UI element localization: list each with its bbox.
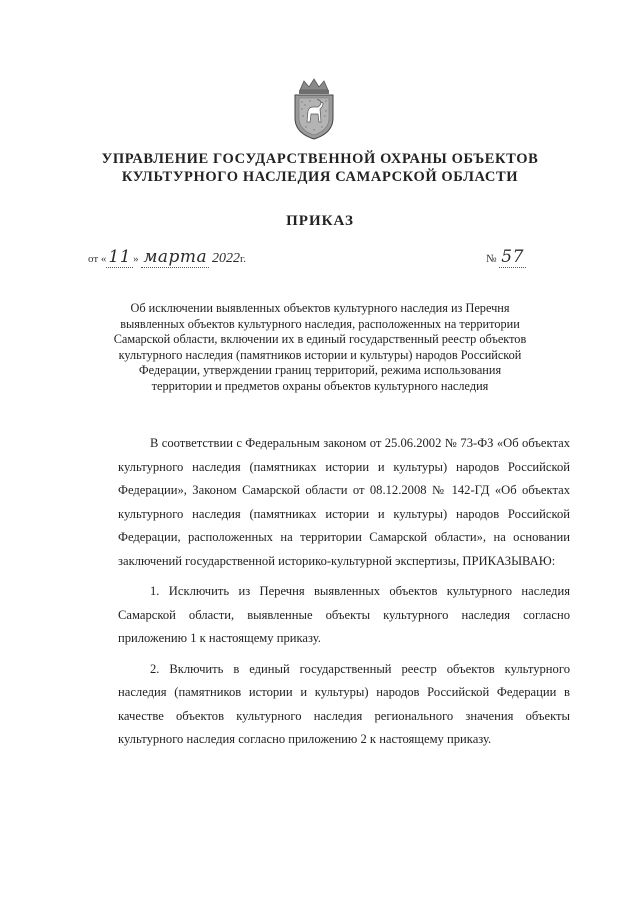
body-paragraph-preamble: В соответствии с Федеральным законом от 25.06.2002 № 73-ФЗ «Об объектах культурного наследия (памятниках истории и культуры) народов Российской Федерации», Законом Самарской области от 08.12.2008 № 142-ГД «Об объектах культурного наследия (памятниках истории и культуры) народов Российской Федерации, расположенных на территории Самарской области», на основании заключений государственной историко-культурной экспертизы, ПРИКАЗЫВАЮ: (118, 436, 570, 568)
body-paragraph-item-2: 2. Включить в единый государственный реестр объектов культурного наследия (памятников истории и культуры) народов Российской Федерации в качестве объектов культурного наследия регионального значения объекты культурного наследия согласно приложению 2 к настоящему приказу. (118, 661, 570, 746)
date-month: марта (143, 247, 208, 267)
number-prefix: № (486, 253, 497, 265)
number-value: 57 (501, 247, 524, 267)
date-day-close: » (133, 253, 139, 265)
samara-region-coat-of-arms-icon (290, 78, 338, 140)
order-date (88, 247, 246, 267)
organization-name: УПРАВЛЕНИЕ ГОСУДАРСТВЕННОЙ ОХРАНЫ ОБЪЕКТОВ КУЛЬТУРНОГО НАСЛЕДИЯ САМАРСКОЙ ОБЛАСТИ (101, 151, 539, 185)
document-title: Об исключении выявленных объектов культурного наследия из Перечня выявленных объектов культурного наследия, расположенных на территории Самарской области, включении их в единый государственный реестр объектов культурного наследия (памятников истории и культуры) народов Российской Федерации, утверждении границ территорий, режима использования территории и предметов охраны объектов культурного наследия (113, 301, 527, 393)
body-paragraph-item-1: 1. Исключить из Перечня выявленных объектов культурного наследия Самарской области, выявленные объекты культурного наследия согласно приложению 1 к настоящему приказу. (118, 584, 570, 645)
date-year-suffix: г. (239, 253, 246, 265)
document-type-heading: ПРИКАЗ (286, 213, 354, 229)
order-number (486, 247, 526, 267)
date-number-line (88, 243, 568, 273)
date-day: 11 (108, 247, 132, 267)
date-prefix: от « (88, 253, 107, 265)
document-body (118, 432, 570, 759)
date-year: 2022 (211, 251, 240, 266)
